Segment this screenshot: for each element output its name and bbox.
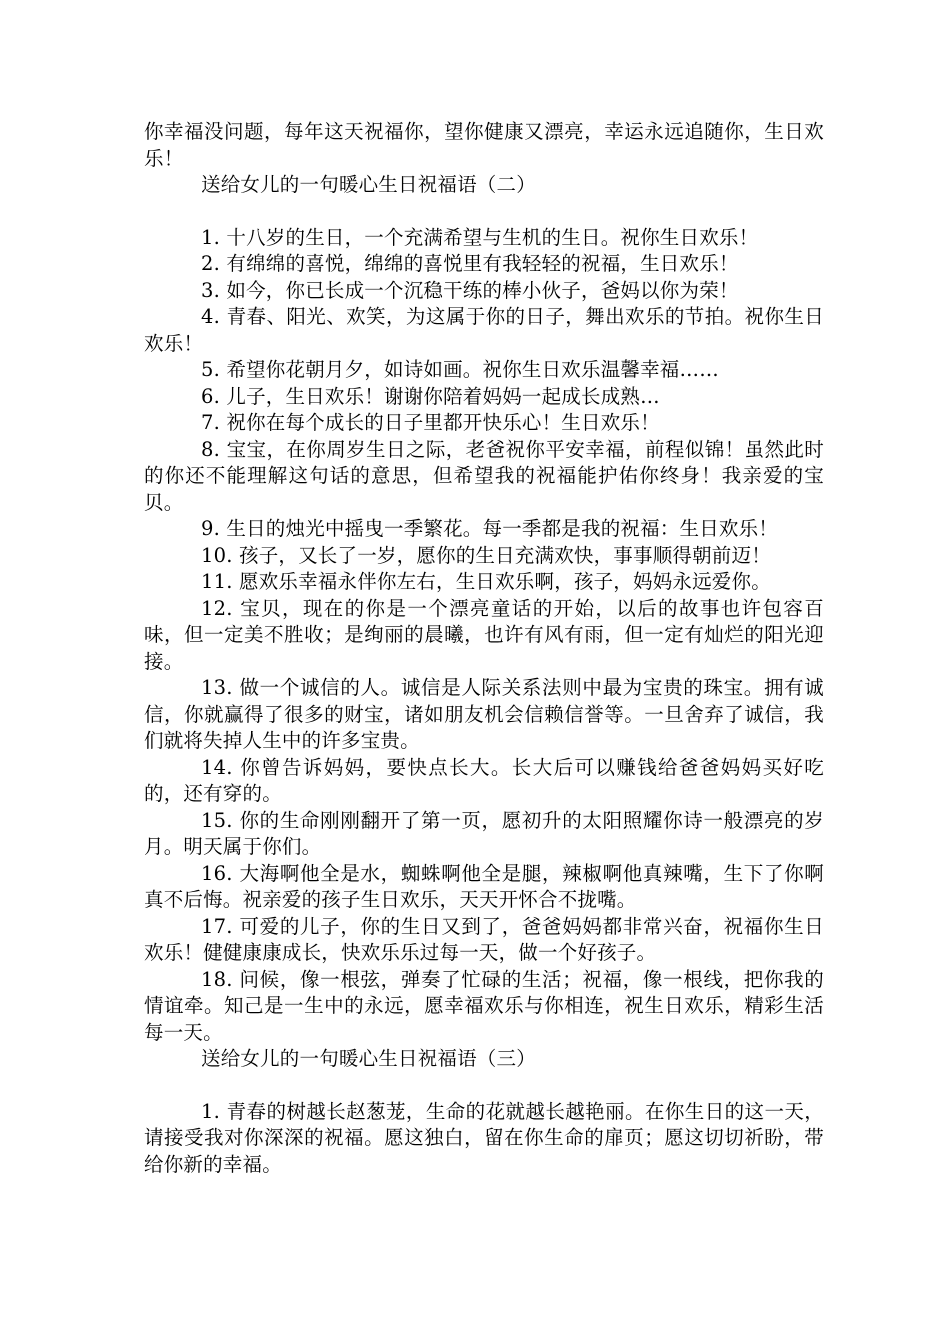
wish-item: 18. 问候，像一根弦，弹奏了忙碌的生活；祝福，像一根线，把你我的情谊牵。知己是一生中的永远，愿幸福欢乐与你相连，祝生日欢乐，精彩生活每一天。 (144, 967, 824, 1044)
wish-item: 2. 有绵绵的喜悦，绵绵的喜悦里有我轻轻的祝福，生日欢乐！ (201, 252, 739, 275)
wish-item: 17. 可爱的儿子，你的生日又到了，爸爸妈妈都非常兴奋，祝福你生日欢乐！健健康康成长，快欢乐乐过每一天，做一个好孩子。 (144, 914, 824, 964)
wish-item: 12. 宝贝，现在的你是一个漂亮童话的开始，以后的故事也许包容百味，但一定美不胜收；是绚丽的晨曦，也许有风有雨，但一定有灿烂的阳光迎接。 (144, 596, 824, 673)
blank-line (144, 199, 824, 225)
wish-item: 8. 宝宝，在你周岁生日之际，老爸祝你平安幸福，前程似锦！虽然此时的你还不能理解这句话的意思，但希望我的祝福能护佑你终身！我亲爱的宝贝。 (144, 437, 824, 514)
wish-item: 11. 愿欢乐幸福永伴你左右，生日欢乐啊，孩子，妈妈永远爱你。 (201, 570, 771, 593)
wish-item: 16. 大海啊他全是水，蜘蛛啊他全是腿，辣椒啊他真辣嘴，生下了你啊真不后悔。祝亲爱的孩子生日欢乐，天天开怀合不拢嘴。 (144, 861, 824, 911)
wish-item: 14. 你曾告诉妈妈，要快点长大。长大后可以赚钱给爸爸妈妈买好吃的，还有穿的。 (144, 755, 824, 805)
lead-paragraph: 你幸福没问题，每年这天祝福你，望你健康又漂亮，幸运永远追随你，生日欢乐！ (144, 120, 824, 170)
wish-item: 4. 青春、阳光、欢笑，为这属于你的日子，舞出欢乐的节拍。祝你生日欢乐！ (144, 305, 824, 355)
wish-item: 9. 生日的烛光中摇曳一季繁花。每一季都是我的祝福：生日欢乐！ (201, 517, 779, 540)
document-body (144, 119, 824, 1178)
section-2-heading: 送给女儿的一句暖心生日祝福语（二） (201, 173, 536, 196)
wish-item: 3. 如今，你已长成一个沉稳干练的棒小伙子，爸妈以你为荣！ (201, 278, 739, 302)
wish-item: 1. 十八岁的生日，一个充满希望与生机的生日。祝你生日欢乐！ (201, 225, 759, 249)
wish-item: 5. 希望你花朝月夕，如诗如画。祝你生日欢乐温馨幸福…… (201, 358, 719, 381)
wish-item: 6. 儿子，生日欢乐！谢谢你陪着妈妈一起成长成熟… (201, 384, 660, 408)
wish-item: 10. 孩子，又长了一岁，愿你的生日充满欢快，事事顺得朝前迈！ (201, 543, 771, 567)
wish-item: 7. 祝你在每个成长的日子里都开快乐心！生日欢乐！ (201, 411, 660, 434)
wish-item: 13. 做一个诚信的人。诚信是人际关系法则中最为宝贵的珠宝。拥有诚信，你就赢得了很多的财宝，诸如朋友机会信赖信誉等。一旦舍弃了诚信，我们就将失掉人生中的许多宝贵。 (144, 676, 824, 752)
wish-item: 1. 青春的树越长赵葱茏，生命的花就越长越艳丽。在你生日的这一天，请接受我对你深深的祝福。愿这独白，留在你生命的扉页；愿这切切祈盼，带给你新的幸福。 (144, 1099, 824, 1176)
wish-item: 15. 你的生命刚刚翻开了第一页，愿初升的太阳照耀你诗一般漂亮的岁月。明天属于你们。 (144, 808, 824, 858)
blank-line (144, 1073, 824, 1099)
section-3-heading: 送给女儿的一句暖心生日祝福语（三） (201, 1047, 536, 1070)
